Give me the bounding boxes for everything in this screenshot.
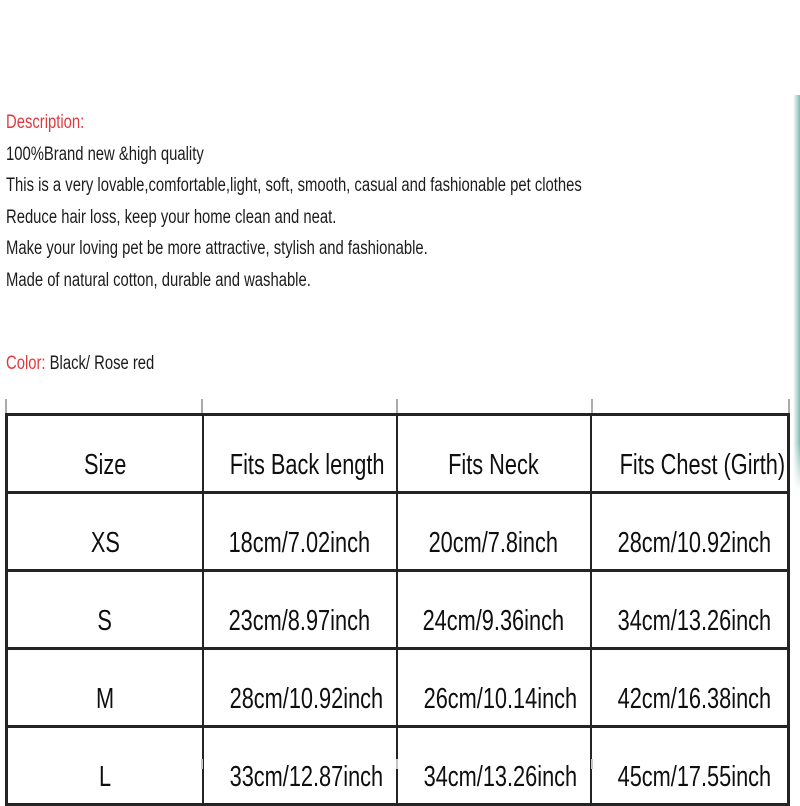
cell-neck: 34cm/13.26inch [397, 727, 591, 805]
size-chart-header-row [7, 415, 789, 493]
header-back-length: Fits Back length [203, 415, 397, 493]
gridline-stub [5, 399, 7, 413]
color-value: Black/ Rose red [49, 353, 155, 374]
color-section [6, 348, 154, 380]
cell-back-length: 33cm/12.87inch [203, 727, 397, 805]
gridline-stub [396, 759, 398, 769]
cell-back-length: 28cm/10.92inch [203, 649, 397, 727]
description-label: Description: [6, 112, 85, 133]
cell-size: M [7, 649, 203, 727]
header-chest-girth: Fits Chest (Girth) [591, 415, 789, 493]
gridline-stub [201, 399, 203, 413]
description-line: Made of natural cotton, durable and washable. [6, 269, 311, 291]
header-size: Size [7, 415, 203, 493]
table-row-s [7, 571, 789, 649]
cell-size: XS [7, 493, 203, 571]
size-chart-table [5, 413, 790, 806]
cell-size: L [7, 727, 203, 805]
cell-chest: 34cm/13.26inch [591, 571, 789, 649]
description-line: 100%Brand new &high quality [6, 143, 204, 165]
right-edge-strip [793, 95, 800, 490]
cell-chest: 42cm/16.38inch [591, 649, 789, 727]
header-neck: Fits Neck [397, 415, 591, 493]
gridline-stub [396, 399, 398, 413]
cell-back-length: 23cm/8.97inch [203, 571, 397, 649]
gridline-stub [591, 759, 593, 769]
gridline-stub [591, 399, 593, 413]
cell-neck: 24cm/9.36inch [397, 571, 591, 649]
description-line: This is a very lovable,comfortable,light, soft, smooth, casual and fashionable pet clothes [6, 175, 582, 196]
table-row-m [7, 649, 789, 727]
cell-chest: 28cm/10.92inch [591, 493, 789, 571]
gridline-stub [201, 759, 203, 769]
cell-neck: 20cm/7.8inch [397, 493, 591, 571]
description-line: Make your loving pet be more attractive, stylish and fashionable. [6, 238, 428, 259]
color-label: Color: [6, 353, 46, 374]
gridline-stub [788, 399, 790, 413]
table-row-xs [7, 493, 789, 571]
size-chart [5, 413, 790, 806]
description-section [6, 107, 582, 296]
cell-neck: 26cm/10.14inch [397, 649, 591, 727]
cell-back-length: 18cm/7.02inch [203, 493, 397, 571]
cell-chest: 45cm/17.55inch [591, 727, 789, 805]
description-line: Reduce hair loss, keep your home clean and neat. [6, 206, 337, 228]
cell-size: S [7, 571, 203, 649]
